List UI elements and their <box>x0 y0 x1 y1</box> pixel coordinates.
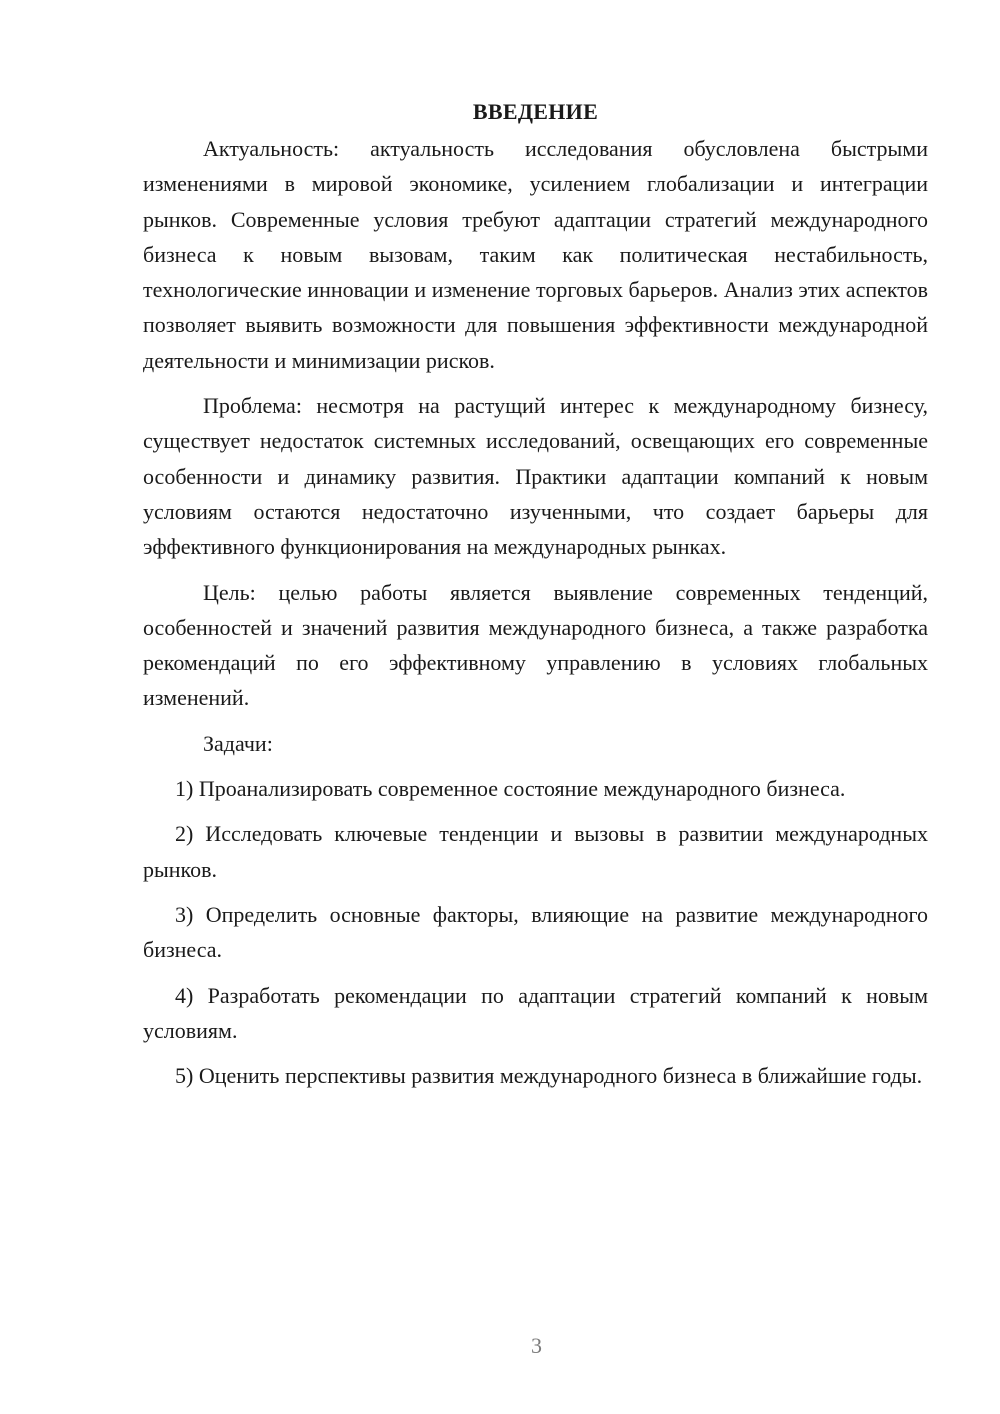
task-item: 5) Оценить перспективы развития международного бизнеса в ближайшие годы. <box>175 1063 923 1089</box>
task-item: 1) Проанализировать современное состояние международного бизнеса. <box>175 776 846 802</box>
page-body <box>143 94 928 1103</box>
page-number: 3 <box>531 1333 542 1358</box>
paragraph-goal: Цель: целью работы является выявление современных тенденций, особенностей и значений развития международного бизнеса, а также разработка рекомендаций по его эффективному управлению в условиях глобальных изменений. <box>143 579 928 711</box>
task-item: 2) Исследовать ключевые тенденции и вызовы в развитии международных рынков. <box>143 821 928 882</box>
paragraph-problem: Проблема: несмотря на растущий интерес к международному бизнесу, существует недостаток системных исследований, освещающих его современные особенности и динамику развития. Практики адаптации компаний к новым условиям остаются недостаточно изученными, что создает барьеры для эффективного функционирования на международных рынках. <box>143 393 928 560</box>
tasks-label: Задачи: <box>203 730 273 756</box>
task-item: 4) Разработать рекомендации по адаптации стратегий компаний к новым условиям. <box>143 982 928 1043</box>
section-heading: ВВЕДЕНИЕ <box>472 99 599 124</box>
task-item: 3) Определить основные факторы, влияющие на развитие международного бизнеса. <box>143 901 928 963</box>
paragraph-relevance: Актуальность: актуальность исследования обусловлена быстрыми изменениями в мировой экономике, усилением глобализации и интеграции рынков. Современные условия требуют адаптации стратегий международного бизнеса к новым вызовам, таким как политическая нестабильность, технологические инновации и изменение торговых барьеров. Анализ этих аспектов позволяет выявить возможности для повышения эффективности международной деятельности и минимизации рисков. <box>143 136 928 373</box>
